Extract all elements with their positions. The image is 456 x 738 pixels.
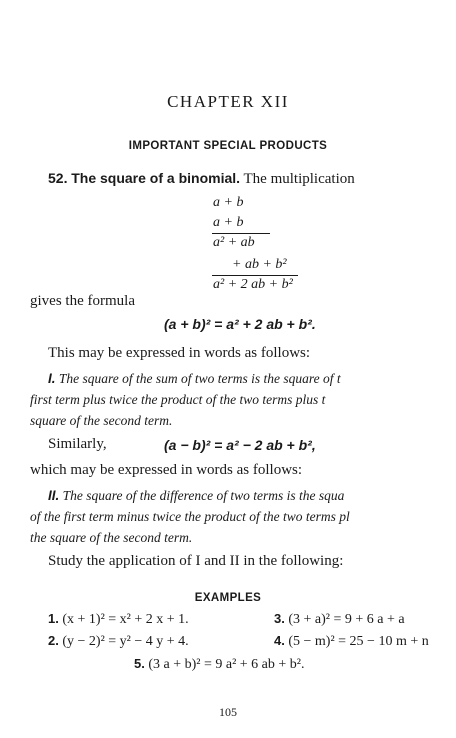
rule-2-line-3: the square of the second term. [30, 530, 193, 545]
formula-square-of-difference: (a − b)² = a² − 2 ab + b², [164, 437, 316, 453]
examples-title: EXAMPLES [194, 592, 262, 604]
multiplication-row-2: a + b [213, 215, 244, 230]
section-heading-title: The square of a binomial. [71, 170, 241, 186]
example-4: 4. (5 − m)² = 25 − 10 m + n [274, 633, 429, 649]
rule-2-line-2: of the first term minus twice the product of the two terms pl [30, 509, 350, 524]
formula-square-of-sum: (a + b)² = a² + 2 ab + b². [164, 316, 316, 332]
section-number: 52. [48, 170, 68, 186]
multiplication-row-4: + ab + b² [232, 257, 287, 272]
rule-2-line-1: II. The square of the difference of two terms is the squa [48, 488, 345, 503]
rule-1-line-2: first term plus twice the product of the two terms plus t [30, 392, 326, 407]
section-lead-text: The multiplication [243, 171, 355, 187]
rule-2-numeral: II. [48, 488, 60, 503]
multiplication-rule-2 [212, 275, 298, 276]
section-52-heading [48, 170, 355, 188]
similarly-text: Similarly, [48, 436, 107, 452]
example-5: 5. (3 a + b)² = 9 a² + 6 ab + b². [134, 656, 305, 672]
multiplication-row-3: a² + ab [213, 235, 255, 250]
rule-1-line-1: I. The square of the sum of two terms is the square of t [48, 371, 341, 386]
example-1: 1. (x + 1)² = x² + 2 x + 1. [48, 611, 189, 627]
expressed-text: This may be expressed in words as follows: [48, 345, 311, 361]
study-text: Study the application of I and II in the following: [48, 553, 344, 569]
chapter-heading: CHAPTER XII [167, 92, 289, 111]
which-text: which may be expressed in words as follows: [30, 462, 303, 478]
example-2: 2. (y − 2)² = y² − 4 y + 4. [48, 633, 189, 649]
rule-1-line-3: square of the second term. [30, 413, 173, 428]
gives-text: gives the formula [30, 293, 135, 309]
example-3: 3. (3 + a)² = 9 + 6 a + a [274, 611, 405, 627]
section-title: IMPORTANT SPECIAL PRODUCTS [128, 140, 328, 152]
multiplication-row-5: a² + 2 ab + b² [213, 277, 293, 292]
page-number: 105 [219, 705, 237, 719]
multiplication-row-1: a + b [213, 195, 244, 210]
multiplication-rule-1 [212, 233, 270, 234]
rule-1-numeral: I. [48, 371, 56, 386]
